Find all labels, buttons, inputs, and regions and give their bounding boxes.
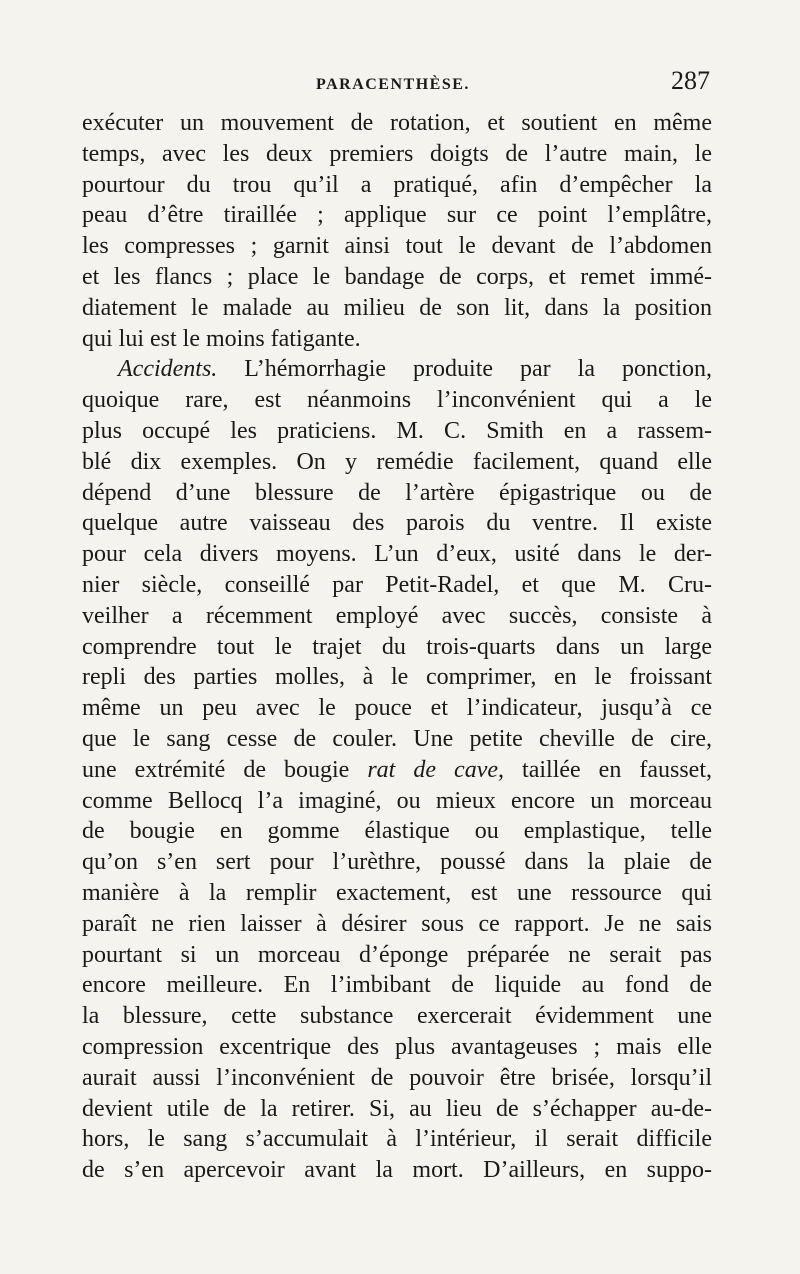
text-line bbox=[82, 755, 712, 786]
text-line: manière à la remplir exactement, est une ressource qui bbox=[82, 879, 712, 906]
text-line: encore meilleure. En l’imbibant de liquide au fond de bbox=[82, 972, 712, 999]
italic-term: rat de cave, bbox=[367, 756, 505, 783]
text-line: les compresses ; garnit ainsi tout le devant de l’abdomen bbox=[82, 233, 712, 260]
text-line: de s’en apercevoir avant la mort. D’ailleurs, en suppo- bbox=[82, 1157, 712, 1184]
text-line: comme Bellocq l’a imaginé, ou mieux encore un morceau bbox=[82, 787, 712, 814]
text-line: comprendre tout le trajet du trois-quarts dans un large bbox=[82, 633, 712, 660]
text-line: quoique rare, est néanmoins l’inconvénient qui a le bbox=[82, 387, 712, 414]
text-line: pour cela divers moyens. L’un d’eux, usité dans le der- bbox=[82, 541, 712, 568]
text-line: de bougie en gomme élastique ou emplastique, telle bbox=[82, 818, 712, 845]
text-line: devient utile de la retirer. Si, au lieu de s’échapper au-de- bbox=[82, 1095, 712, 1122]
text-line: peau d’être tiraillée ; applique sur ce point l’emplâtre, bbox=[82, 202, 712, 229]
text-line: et les flancs ; place le bandage de corps, et remet immé- bbox=[82, 263, 712, 290]
text-line: pourtour du trou qu’il a pratiqué, afin d’empêcher la bbox=[82, 171, 712, 198]
text-segment: L’hémorrhagie produite par la ponction, bbox=[217, 356, 712, 383]
text-line: la blessure, cette substance exercerait évidemment une bbox=[82, 1003, 712, 1030]
running-title: PARACENTHÈSE. bbox=[316, 76, 470, 93]
text-line: que le sang cesse de couler. Une petite cheville de cire, bbox=[82, 725, 712, 752]
text-line: même un peu avec le pouce et l’indicateur, jusqu’à ce bbox=[82, 695, 712, 722]
page-number: 287 bbox=[671, 66, 710, 95]
text-line: paraît ne rien laisser à désirer sous ce rapport. Je ne sais bbox=[82, 910, 712, 937]
text-line: compression excentrique des plus avantageuses ; mais elle bbox=[82, 1033, 712, 1060]
text-line: qu’on s’en sert pour l’urèthre, poussé dans la plaie de bbox=[82, 849, 712, 876]
text-segment: une extrémité de bougie bbox=[82, 756, 368, 783]
text-line: temps, avec les deux premiers doigts de l’autre main, le bbox=[82, 140, 712, 167]
text-line: exécuter un mouvement de rotation, et soutient en même bbox=[82, 110, 712, 136]
text-line: veilher a récemment employé avec succès, consiste à bbox=[82, 602, 712, 629]
text-segment: taillée en fausset, bbox=[504, 756, 713, 783]
body-text bbox=[82, 108, 712, 1186]
text-line: quelque autre vaisseau des parois du ventre. Il existe bbox=[82, 510, 712, 537]
text-line: diatement le malade au milieu de son lit, dans la position bbox=[82, 294, 712, 321]
text-line: blé dix exemples. On y remédie facilement, quand elle bbox=[82, 448, 712, 475]
text-line: plus occupé les praticiens. M. C. Smith en a rassem- bbox=[82, 417, 712, 444]
text-line: nier siècle, conseillé par Petit-Radel, et que M. Cru- bbox=[82, 571, 712, 598]
text-line: dépend d’une blessure de l’artère épigastrique ou de bbox=[82, 479, 712, 506]
section-heading-italic: Accidents. bbox=[118, 356, 218, 383]
text-line: repli des parties molles, à le comprimer, en le froissant bbox=[82, 664, 712, 691]
text-line: aurait aussi l’inconvénient de pouvoir être brisée, lorsqu’il bbox=[82, 1064, 712, 1091]
text-line-section-start bbox=[82, 354, 712, 385]
text-line: pourtant si un morceau d’éponge préparée ne serait pas bbox=[82, 941, 712, 968]
text-line: hors, le sang s’accumulait à l’intérieur, il serait difficile bbox=[82, 1126, 712, 1153]
page-header bbox=[80, 66, 712, 102]
text-line: qui lui est le moins fatigante. bbox=[82, 325, 361, 352]
